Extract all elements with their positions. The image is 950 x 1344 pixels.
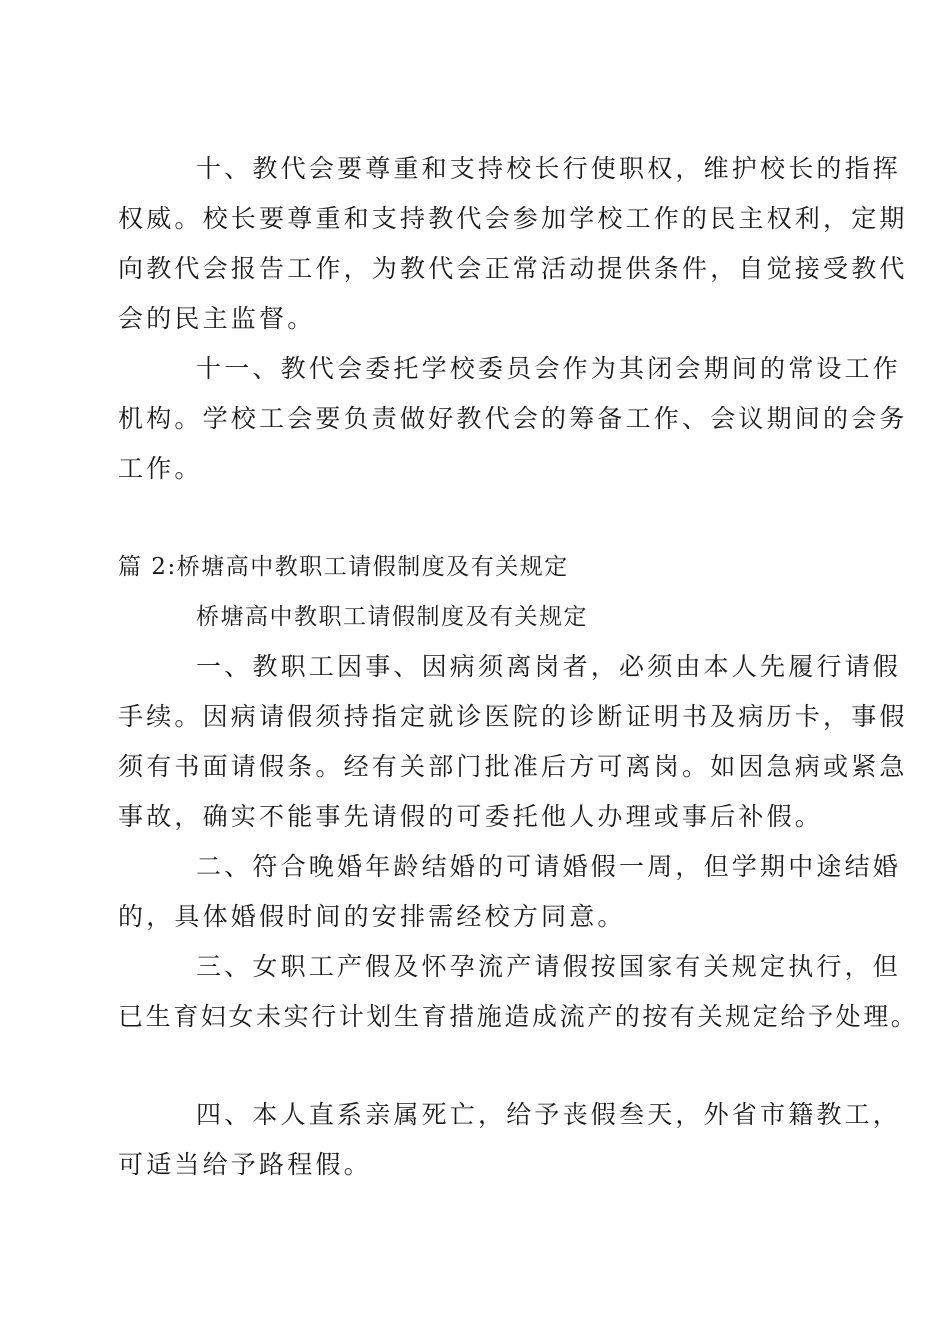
section-subheading: 桥塘高中教职工请假制度及有关规定	[196, 604, 588, 630]
paragraph-line: 须有书面请假条。经有关部门批准后方可离岗。如因急病或紧急	[118, 752, 908, 781]
paragraph-line: 手续。因病请假须持指定就诊医院的诊断证明书及病历卡，事假	[118, 702, 908, 731]
paragraph-line: 向教代会报告工作，为教代会正常活动提供条件，自觉接受教代	[118, 254, 908, 283]
paragraph-line: 可适当给予路程假。	[118, 1150, 372, 1179]
paragraph-line: 二、符合晚婚年龄结婚的可请婚假一周，但学期中途结婚	[196, 852, 902, 881]
paragraph-line: 工作。	[118, 454, 203, 483]
paragraph-line: 事故，确实不能事先请假的可委托他人办理或事后补假。	[118, 802, 824, 831]
paragraph-line: 十、教代会要尊重和支持校长行使职权，维护校长的指挥	[196, 154, 902, 183]
section-heading: 篇 2:桥塘高中教职工请假制度及有关规定	[118, 554, 569, 580]
paragraph-line: 机构。学校工会要负责做好教代会的筹备工作、会议期间的会务	[118, 404, 908, 433]
paragraph-line: 权威。校长要尊重和支持教代会参加学校工作的民主权利，定期	[118, 204, 908, 233]
paragraph-line: 三、女职工产假及怀孕流产请假按国家有关规定执行，但	[196, 952, 902, 981]
paragraph-line: 会的民主监督。	[118, 304, 316, 333]
paragraph-line: 已生育妇女未实行计划生育措施造成流产的按有关规定给予处理。	[118, 1002, 919, 1031]
paragraph-line: 四、本人直系亲属死亡，给予丧假叁天，外省市籍教工，	[196, 1100, 902, 1129]
paragraph-line: 一、教职工因事、因病须离岗者，必须由本人先履行请假	[196, 652, 902, 681]
paragraph-line: 的，具体婚假时间的安排需经校方同意。	[118, 902, 626, 931]
paragraph-line: 十一、教代会委托学校委员会作为其闭会期间的常设工作	[196, 354, 902, 383]
